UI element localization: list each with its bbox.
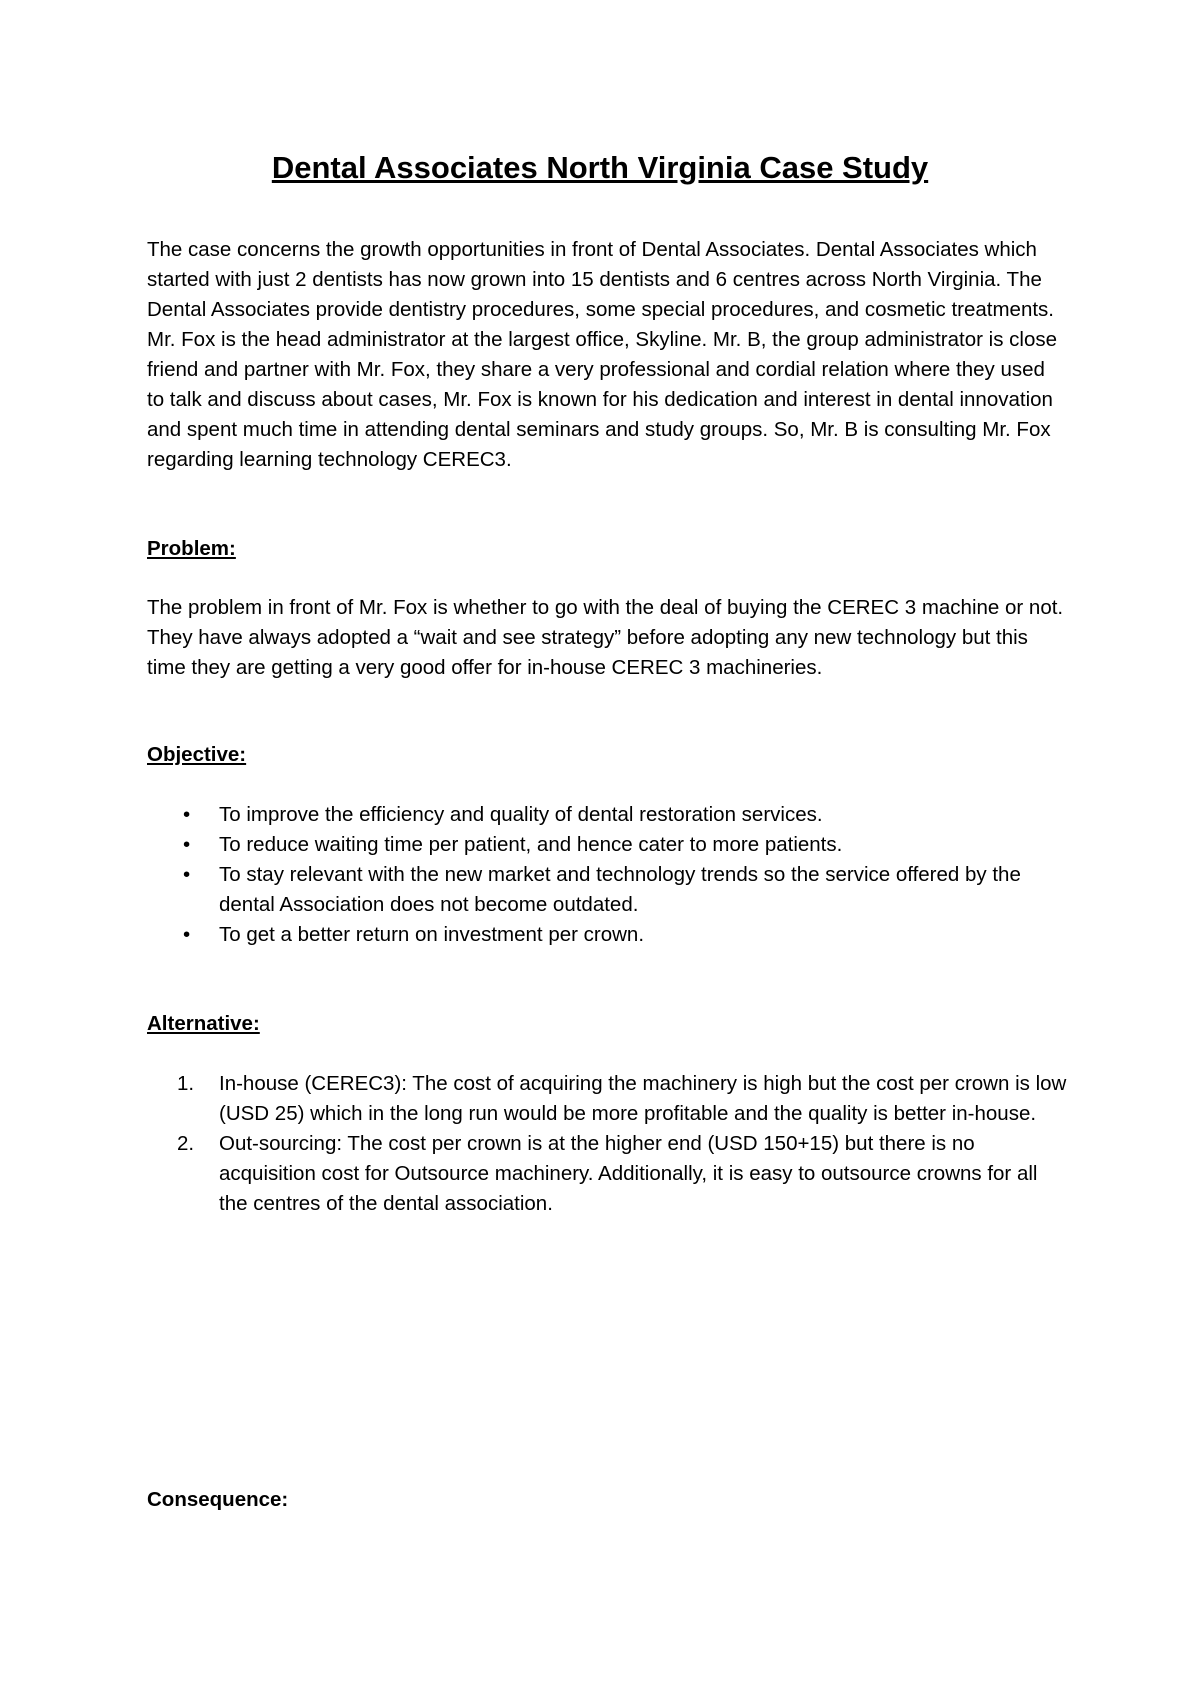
- problem-paragraph: The problem in front of Mr. Fox is whether to go with the deal of buying the CEREC 3 machine or not. They have always adopted a “wait and see strategy” before adopting any new technology but this time they are getting a very good offer for in-house CEREC 3 machineries.: [147, 596, 1064, 679]
- alternative-list: [147, 1069, 1067, 1219]
- list-item-text: To stay relevant with the new market and technology trends so the service offered by the dental Association does not become outdated.: [219, 863, 1021, 916]
- list-number: 1.: [177, 1072, 195, 1095]
- alternative-heading: Alternative:: [147, 1012, 260, 1035]
- list-item: [147, 1129, 1067, 1219]
- consequence-heading: Consequence:: [147, 1488, 289, 1511]
- list-number: 2.: [177, 1132, 195, 1155]
- list-item-text: To reduce waiting time per patient, and hence cater to more patients.: [219, 833, 843, 856]
- list-item: [147, 830, 1067, 860]
- list-item: [147, 800, 1067, 830]
- list-item-text: Out-sourcing: The cost per crown is at the higher end (USD 150+15) but there is no acquisition cost for Outsource machinery. Additionally, it is easy to outsource crowns for all the centres of the dental association.: [219, 1132, 1038, 1215]
- bullet-marker: •: [183, 923, 191, 946]
- objective-heading: Objective:: [147, 743, 247, 766]
- problem-heading: Problem:: [147, 537, 236, 560]
- list-item-text: In-house (CEREC3): The cost of acquiring the machinery is high but the cost per crown is low (USD 25) which in the long run would be more profitable and the quality is better in-house.: [219, 1072, 1067, 1125]
- bullet-marker: •: [183, 803, 191, 826]
- objective-list: [147, 800, 1067, 950]
- list-item-text: To improve the efficiency and quality of dental restoration services.: [219, 803, 823, 826]
- bullet-marker: •: [183, 833, 191, 856]
- bullet-marker: •: [183, 863, 191, 886]
- list-item: [147, 860, 1067, 920]
- document-title: Dental Associates North Virginia Case Study: [271, 150, 929, 185]
- list-item-text: To get a better return on investment per crown.: [219, 923, 645, 946]
- list-item: [147, 1069, 1067, 1129]
- intro-paragraph: The case concerns the growth opportunities in front of Dental Associates. Dental Associates which started with just 2 dentists has now grown into 15 dentists and 6 centres across North Virginia. The Dental Associates provide dentistry procedures, some special procedures, and cosmetic treatments. Mr. Fox is the head administrator at the largest office, Skyline. Mr. B, the group administrator is close friend and partner with Mr. Fox, they share a very professional and cordial relation where they used to talk and discuss about cases, Mr. Fox is known for his dedication and interest in dental innovation and spent much time in attending dental seminars and study groups. So, Mr. B is consulting Mr. Fox regarding learning technology CEREC3.: [147, 238, 1057, 471]
- list-item: [147, 920, 1067, 950]
